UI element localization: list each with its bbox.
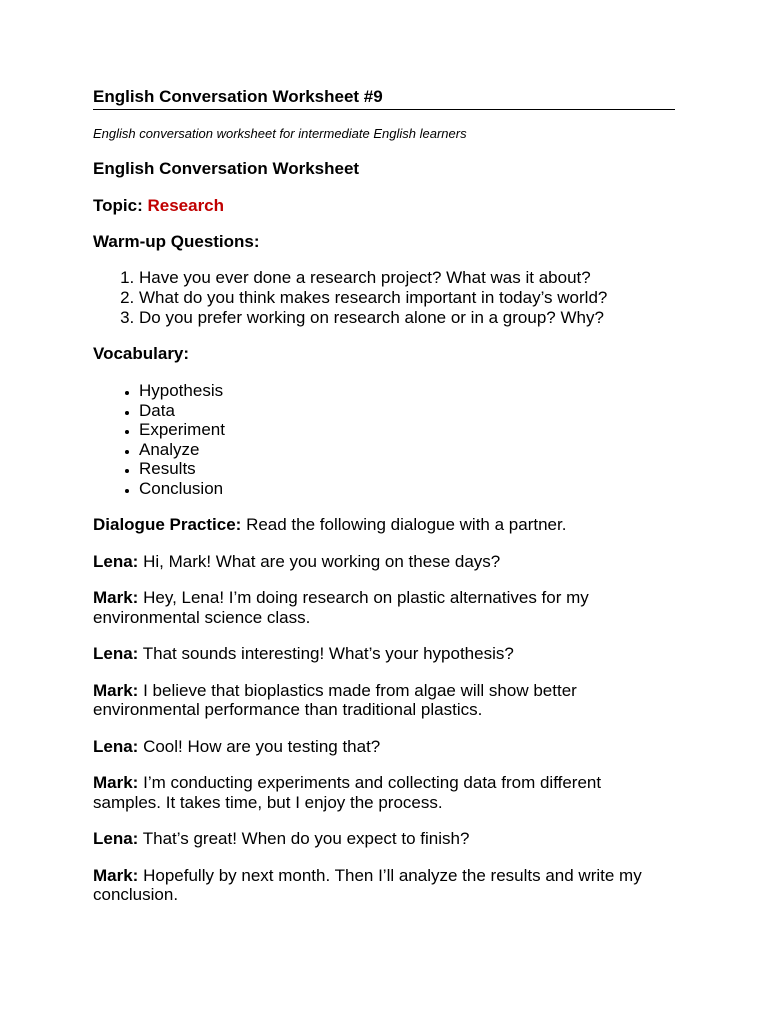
dialogue-text: I’m conducting experiments and collecting data from different samples. It takes time, but I enjoy the process. [93, 773, 602, 812]
vocabulary-item: • Data [139, 401, 675, 421]
worksheet-heading: English Conversation Worksheet [93, 159, 360, 178]
dialogue-line [93, 829, 668, 849]
vocabulary-item: • Results [139, 459, 675, 479]
warmup-question-list [93, 268, 675, 328]
dialogue-instruction: Read the following dialogue with a partner. [246, 515, 567, 534]
vocabulary-item: • Analyze [139, 440, 675, 460]
dialogue-speaker: Mark: [93, 680, 139, 700]
dialogue-text: I believe that bioplastics made from algae will show better environmental performance than traditional plastics. [93, 680, 577, 719]
dialogue-speaker: Mark: [93, 865, 139, 885]
dialogue-speaker: Lena: [93, 551, 139, 571]
document-subtitle: English conversation worksheet for intermediate English learners [93, 126, 467, 141]
dialogue-text: Hopefully by next month. Then I’ll analyze the results and write my conclusion. [93, 865, 642, 904]
warmup-question: 1. Have you ever done a research project? What was it about? [139, 268, 675, 288]
dialogue-text: That’s great! When do you expect to finish? [142, 829, 470, 848]
vocabulary-item: • Experiment [139, 420, 675, 440]
dialogue-speaker: Mark: [93, 773, 139, 792]
topic-value: Research [147, 196, 225, 215]
dialogue-instruction-line [93, 515, 668, 535]
dialogue-speaker: Mark: [93, 588, 139, 607]
topic-line [93, 196, 675, 216]
dialogue-speaker: Lena: [93, 736, 139, 756]
dialogue-speaker: Lena: [93, 644, 139, 663]
dialogue-label: Dialogue Practice: [93, 515, 242, 534]
dialogue-text: Hi, Mark! What are you working on these days? [143, 551, 501, 571]
dialogue-text: That sounds interesting! What’s your hypothesis? [142, 644, 514, 663]
warmup-question: 2. What do you think makes research important in today’s world? [139, 288, 675, 308]
vocabulary-item: • Conclusion [139, 479, 675, 499]
dialogue-line [93, 644, 668, 664]
document-title: English Conversation Worksheet #9 [93, 87, 675, 110]
dialogue-line [93, 866, 668, 905]
dialogue-line [93, 588, 668, 627]
dialogue-line [93, 681, 668, 720]
dialogue-speaker: Lena: [93, 829, 139, 848]
warmup-heading: Warm-up Questions: [93, 232, 260, 251]
dialogue-text: Cool! How are you testing that? [143, 736, 381, 756]
dialogue-line [93, 737, 668, 757]
vocabulary-heading: Vocabulary: [93, 344, 190, 363]
vocabulary-item: • Hypothesis [139, 381, 675, 401]
vocabulary-list [93, 381, 675, 498]
dialogue-text: Hey, Lena! I’m doing research on plastic alternatives for my environmental science class. [93, 588, 589, 627]
dialogue-line [93, 552, 668, 572]
topic-label: Topic: [93, 196, 143, 215]
dialogue-line [93, 773, 668, 812]
warmup-question: 3. Do you prefer working on research alone or in a group? Why? [139, 308, 675, 328]
